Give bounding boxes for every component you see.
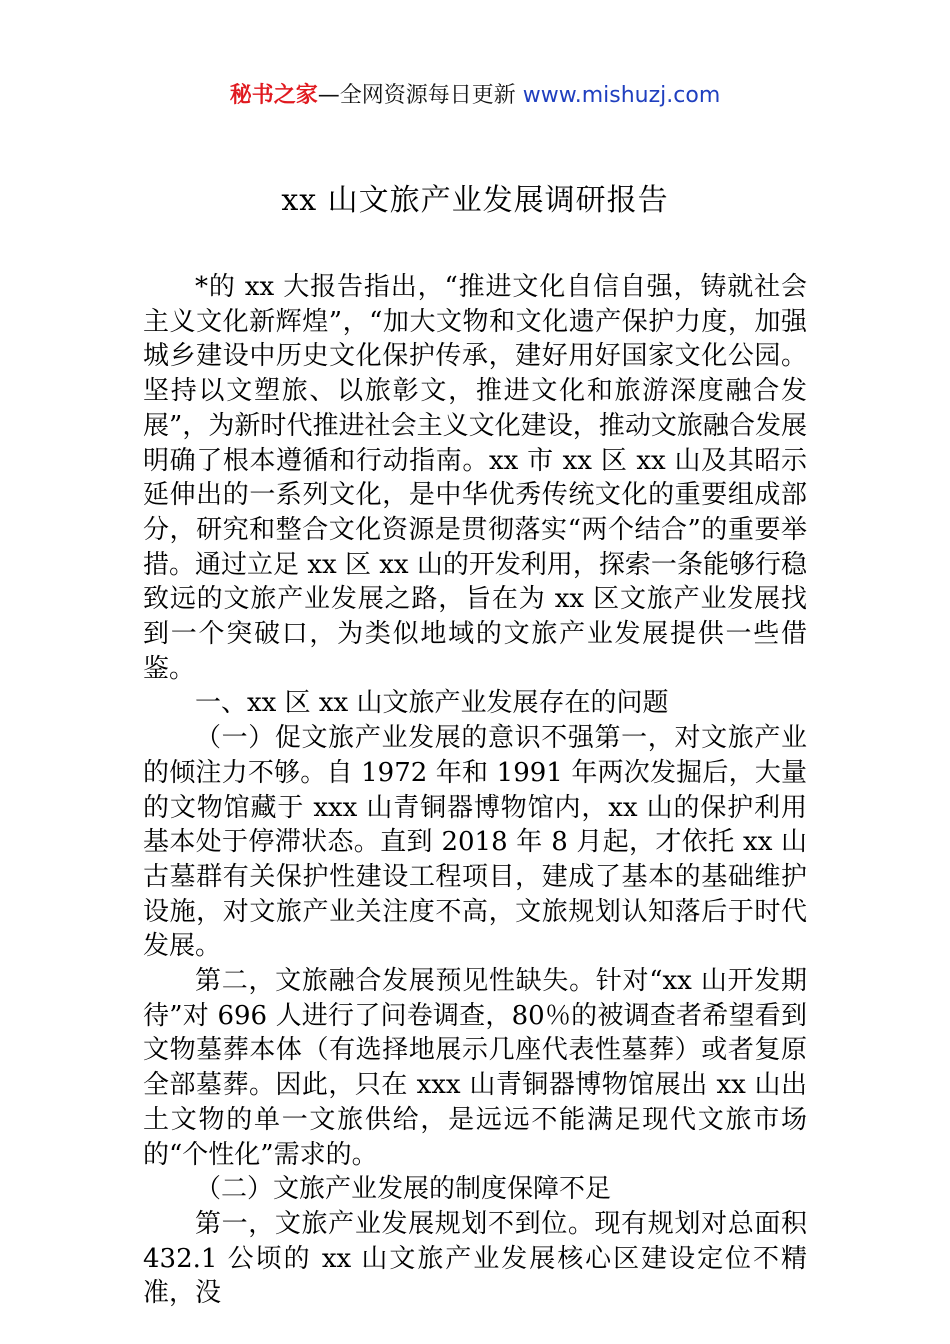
- site-url-link[interactable]: www.mishuzj.com: [522, 83, 721, 108]
- brand-name: 秘书之家: [229, 83, 318, 108]
- site-header: [0, 80, 950, 112]
- header-tagline: —全网资源每日更新: [317, 83, 523, 108]
- section-heading-1: 一、xx 区 xx 山文旅产业发展存在的问题: [195, 688, 669, 719]
- paragraph-planning: 第一，文旅产业发展规划不到位。现有规划对总面积 432.1 公顷的 xx 山文旅产业发展核心区建设定位不精准，没: [143, 1208, 807, 1309]
- paragraph-intro: *的 xx 大报告指出，“推进文化自信自强，铸就社会主义文化新辉煌”，“加大文物和文化遗产保护力度，加强城乡建设中历史文化保护传承，建好用好国家文化公园。坚持以文塑旅、以旅彰文，推进文化和旅游深度融合发展”，为新时代推进社会主义文化建设，推动文旅融合发展明确了根本遵循和行动指南。xx 市 xx 区 xx 山及其昭示延伸出的一系列文化，是中华优秀传统文化的重要组成部分，研究和整合文化资源是贯彻落实“两个结合”的重要举措。通过立足 xx 区 xx 山的开发利用，探索一条能够行稳致远的文旅产业发展之路，旨在为 xx 区文旅产业发展找到一个突破口，为类似地域的文旅产业发展提供一些借鉴。: [143, 272, 807, 684]
- document-body: [143, 270, 807, 1311]
- subsection-heading-2: （二）文旅产业发展的制度保障不足: [195, 1174, 612, 1205]
- paragraph-subsection-1: （一）促文旅产业发展的意识不强第一，对文旅产业的倾注力不够。自 1972 年和 1991 年两次发掘后，大量的文物馆藏于 xxx 山青铜器博物馆内，xx 山的保护利用基本处于停滞状态。直到 2018 年 8 月起，才依托 xx 山古墓群有关保护性建设工程项目，建成了基本的基础维护设施，对文旅产业关注度不高，文旅规划认知落后于时代发展。: [143, 723, 807, 962]
- document-title: xx 山文旅产业发展调研报告: [281, 183, 669, 218]
- paragraph-second-point: 第二，文旅融合发展预见性缺失。针对“xx 山开发期待”对 696 人进行了问卷调查，80％的被调查者希望看到文物墓葬本体（有选择地展示几座代表性墓葬）或者复原全部墓葬。因此，只在 xxx 山青铜器博物馆展出 xx 山出土文物的单一文旅供给，是远远不能满足现代文旅市场的“个性化”需求的。: [143, 966, 807, 1170]
